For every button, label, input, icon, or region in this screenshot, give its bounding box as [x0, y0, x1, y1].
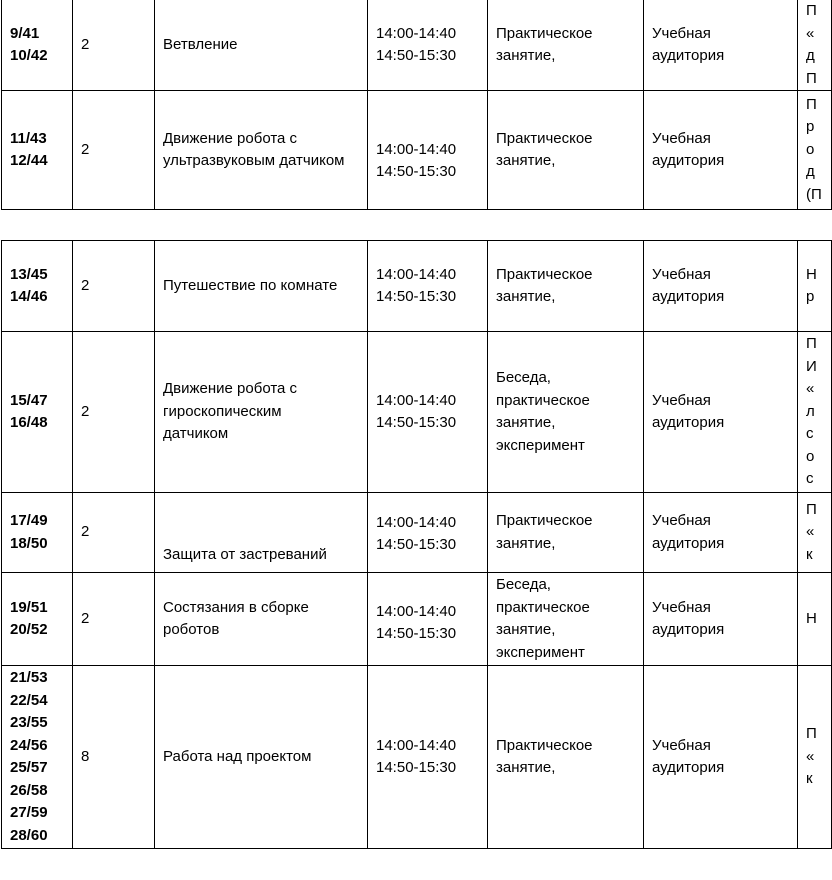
lesson-place: Учебная аудитория	[644, 0, 798, 91]
hours-count: 2	[73, 241, 155, 332]
lesson-number: 15/47 16/48	[2, 332, 73, 493]
hours-count: 2	[73, 493, 155, 573]
control-form: П « к	[798, 666, 832, 849]
schedule-table-bottom	[1, 240, 832, 849]
control-form: П р о д (П	[798, 91, 832, 210]
lesson-topic: Движение робота с гироскопическим датчиком	[155, 332, 368, 493]
lesson-form: Беседа, практическое занятие, эксперимент	[488, 573, 644, 666]
table-row	[2, 241, 832, 332]
hours-count: 8	[73, 666, 155, 849]
lesson-form: Практическое занятие,	[488, 666, 644, 849]
table-row	[2, 493, 832, 573]
lesson-number: 17/49 18/50	[2, 493, 73, 573]
lesson-form: Практическое занятие,	[488, 493, 644, 573]
table-row	[2, 573, 832, 666]
lesson-number: 19/51 20/52	[2, 573, 73, 666]
lesson-place: Учебная аудитория	[644, 666, 798, 849]
lesson-number: 11/43 12/44	[2, 91, 73, 210]
lesson-time: 14:00-14:40 14:50-15:30	[368, 0, 488, 91]
lesson-form: Беседа, практическое занятие, эксперимент	[488, 332, 644, 493]
lesson-place: Учебная аудитория	[644, 91, 798, 210]
schedule-table-top	[1, 0, 832, 210]
table-row	[2, 0, 832, 91]
lesson-time: 14:00-14:40 14:50-15:30	[368, 241, 488, 332]
control-form: П И « л с о с	[798, 332, 832, 493]
lesson-number: 13/45 14/46	[2, 241, 73, 332]
lesson-topic: Работа над проектом	[155, 666, 368, 849]
lesson-time: 14:00-14:40 14:50-15:30	[368, 573, 488, 666]
hours-count: 2	[73, 0, 155, 91]
lesson-number: 9/41 10/42	[2, 0, 73, 91]
lesson-topic: Путешествие по комнате	[155, 241, 368, 332]
hours-count: 2	[73, 91, 155, 210]
lesson-topic: Движение робота с ультразвуковым датчиком	[155, 91, 368, 210]
lesson-form: Практическое занятие,	[488, 241, 644, 332]
lesson-time: 14:00-14:40 14:50-15:30	[368, 493, 488, 573]
lesson-place: Учебная аудитория	[644, 493, 798, 573]
lesson-form: Практическое занятие,	[488, 91, 644, 210]
control-form: Н	[798, 573, 832, 666]
lesson-place: Учебная аудитория	[644, 332, 798, 493]
hours-count: 2	[73, 332, 155, 493]
lesson-topic: Ветвление	[155, 0, 368, 91]
table-row	[2, 332, 832, 493]
lesson-place: Учебная аудитория	[644, 241, 798, 332]
table-row	[2, 666, 832, 849]
lesson-topic: Состязания в сборке роботов	[155, 573, 368, 666]
table-row	[2, 91, 832, 210]
lesson-time: 14:00-14:40 14:50-15:30	[368, 332, 488, 493]
lesson-topic: Защита от застреваний	[155, 493, 368, 573]
lesson-place: Учебная аудитория	[644, 573, 798, 666]
control-form: Н р	[798, 241, 832, 332]
lesson-time: 14:00-14:40 14:50-15:30	[368, 91, 488, 210]
control-form: П « д П	[798, 0, 832, 91]
lesson-form: Практическое занятие,	[488, 0, 644, 91]
hours-count: 2	[73, 573, 155, 666]
lesson-number: 21/53 22/54 23/55 24/56 25/57 26/58 27/59 28/60	[2, 666, 73, 849]
control-form: П « к	[798, 493, 832, 573]
lesson-time: 14:00-14:40 14:50-15:30	[368, 666, 488, 849]
